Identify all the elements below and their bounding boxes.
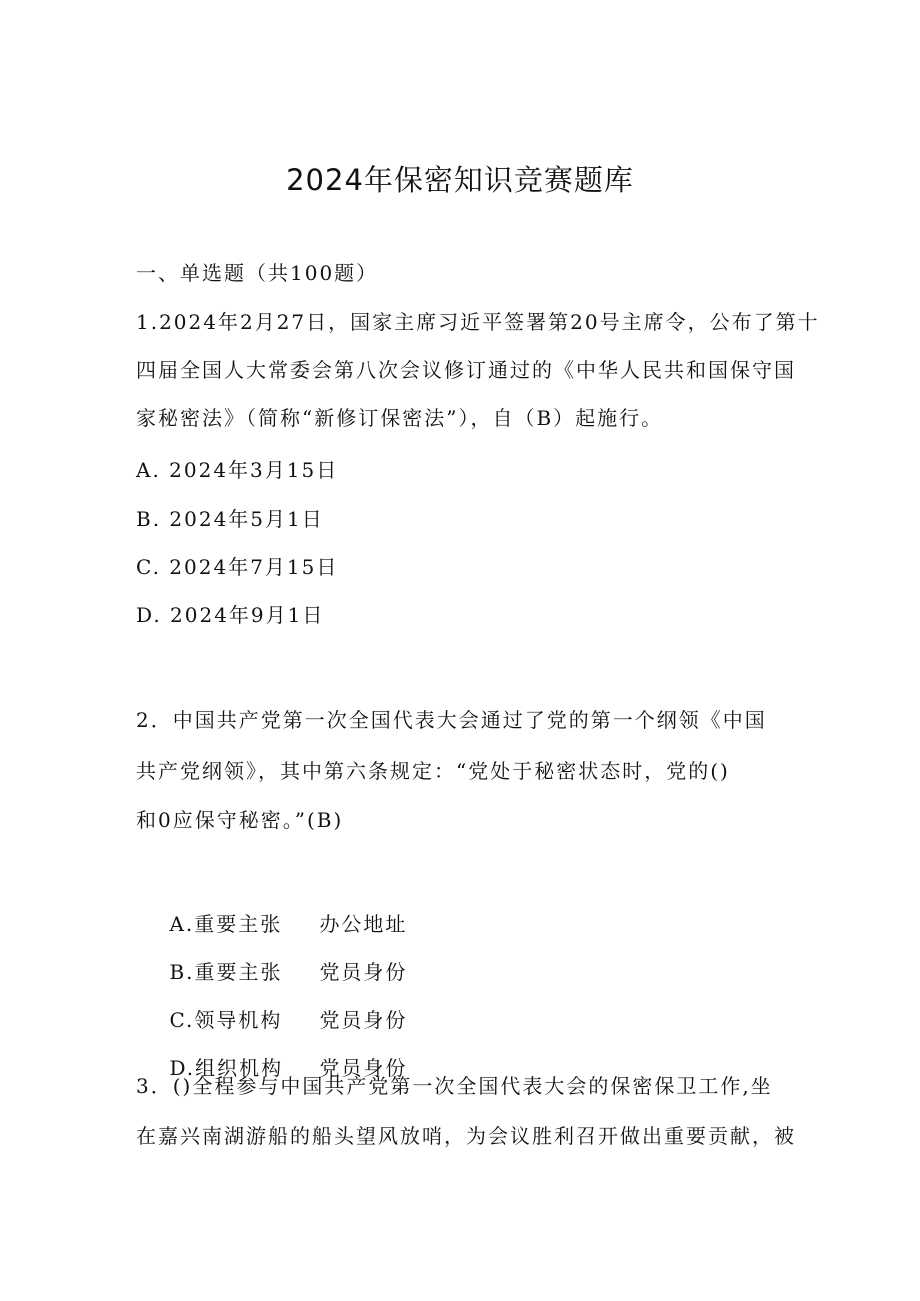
section-heading: 一、单选题（共100题） xyxy=(136,261,379,285)
q2-option-b-first: B.重要主张 xyxy=(169,960,283,984)
document-title: 2024年保密知识竞赛题库 xyxy=(286,163,634,197)
q2-option-b-second: 党员身份 xyxy=(319,960,408,984)
q2-text-line-3: 和0应保守秘密。”(B) xyxy=(136,808,344,832)
q2-text-line-1: 2．中国共产党第一次全国代表大会通过了党的第一个纲领《中国 xyxy=(136,708,767,732)
q1-option-a: A. 2024年3月15日 xyxy=(136,458,339,482)
q2-option-d-second: 党员身份 xyxy=(319,1056,408,1080)
q1-text-line-2: 四届全国人大常委会第八次会议修订通过的《中华人民共和国保守国 xyxy=(136,358,796,382)
q2-option-d-first: D.组织机构 xyxy=(169,1056,284,1080)
q3-text-line-2: 在嘉兴南湖游船的船头望风放哨，为会议胜利召开做出重要贡献，被 xyxy=(136,1124,796,1148)
q2-option-c-first: C.领导机构 xyxy=(169,1008,283,1032)
q1-option-b: B. 2024年5月1日 xyxy=(136,507,324,531)
q1-option-c: C. 2024年7月15日 xyxy=(136,555,339,579)
q1-text-line-3: 家秘密法》（简称“新修订保密法”），自（B）起施行。 xyxy=(136,406,664,430)
q2-option-a-second: 办公地址 xyxy=(319,912,408,936)
q2-text-line-2: 共产党纲领》，其中第六条规定：“党处于秘密状态时，党的() xyxy=(136,759,730,783)
q2-option-a-first: A.重要主张 xyxy=(169,912,283,936)
q3-text-line-1: 3．()全程参与中国共产党第一次全国代表大会的保密保卫工作,坐 xyxy=(136,1074,773,1098)
q1-option-d: D. 2024年9月1日 xyxy=(136,603,325,627)
q2-option-c-second: 党员身份 xyxy=(319,1008,408,1032)
q1-text-line-1: 1.2024年2月27日，国家主席习近平签署第20号主席令，公布了第十 xyxy=(136,310,820,334)
